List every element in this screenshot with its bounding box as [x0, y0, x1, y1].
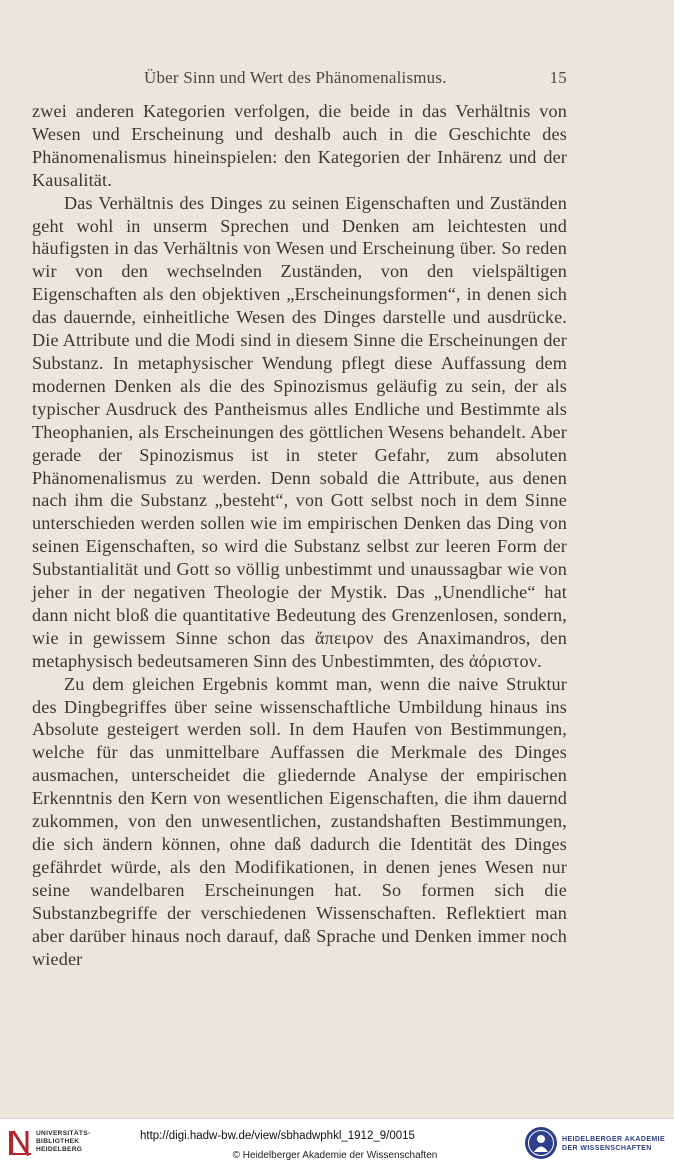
running-head-title: Über Sinn und Wert des Phänomenalismus. — [144, 68, 447, 87]
library-name: UNIVERSITÄTS- BIBLIOTHEK HEIDELBERG — [36, 1130, 91, 1153]
academy-seal-icon — [524, 1126, 558, 1160]
page-number: 15 — [549, 68, 567, 87]
paragraph: zwei anderen Kategorien verfolgen, die beide in das Verhältnis von Wesen und Erscheinung und deshalb auch in die Geschichte des Phänomenalismus hineinspielen: den Kategorien der Inhärenz und der Kausalität. — [32, 101, 567, 190]
paragraph: Zu dem gleichen Ergebnis kommt man, wenn die naive Struktur des Dingbegriffes über seine wissenschaftliche Umbildung hinaus ins Absolute gesteigert werden soll. In dem Haufen von Bestimmungen, welche für das unmittelbare Auffassen die Merkmale des Dinges ausmachen, unterscheidet die gliedernde Analyse der empirischen Erkenntnis den Kern von wesentlichen Eigenschaften, die ihm dauernd zukommen, von den unwesentlichen, zustandshaften Bestimmungen, die sich ändern können, ohne daß dadurch die Identität des Dinges gefährdet würde, als den Modifikationen, in denen jenes Wesen nur seine wandelbaren Erscheinungen hat. So formen sich die Substanzbegriffe der verschiedenen Wissenschaften. Reflektiert man aber darüber hinaus noch darauf, daß Sprache und Denken immer noch wieder — [32, 673, 567, 969]
academy-name: HEIDELBERGER AKADEMIE DER WISSENSCHAFTEN — [562, 1136, 666, 1152]
paragraph: Das Verhältnis des Dinges zu seinen Eigenschaften und Zuständen geht wohl in unserm Sprechen und Denken am leichtesten und häufigsten in das Verhältnis von Wesen und Erscheinung über. So reden wir von den wechselnden Zuständen, von den vielspältigen Eigenschaften als den objektiven „Erscheinungsformen“, in denen sich das dauernde, einheitliche Wesen des Dinges darstelle und ausdrücke. Die Attribute und die Modi sind in diesem Sinne die Erscheinungen der Substanz. In metaphysischer Wendung pflegt diese Auffassung dem modernen Denken als die des Spinozismus geläufig zu sein, der als typischer Ausdruck des Pantheismus alles Endliche und Bestimmte als Theophanien, als Erscheinungen des göttlichen Wesens behandelt. Aber gerade der Spinozismus ist in steter Gefahr, zum absoluten Phänomenalismus zu werden. Denn sobald die Attribute, aus denen nach ihm die Substanz „besteht“, von Gott selbst noch in dem Sinne unterschieden werden sollen wie im empirischen Denken das Ding von seinen Eigenschaften, so wird die Substanz selbst zur leeren Form der Substantialität und Gott so völlig unbestimmt und unaussagbar wie von jeher in der negativen Theologie der Mystik. Das „Unendliche“ hat dann nicht bloß die quantitative Bedeutung des Grenzenlosen, sondern, wie in gewissem Sinne schon das ἄπειρον des Anaximandros, den metaphysisch bedeutsameren Sinn des Unbestimmten, des ἀόριστον. — [32, 192, 567, 671]
footer-bar — [0, 1118, 674, 1169]
university-library-logo-icon — [8, 1128, 32, 1156]
body-text — [32, 100, 567, 970]
permalink-url[interactable]: http://digi.hadw-bw.de/view/sbhadwphkl_1912_9/0015 — [140, 1130, 415, 1142]
copyright-notice: © Heidelberger Akademie der Wissenschaften — [232, 1150, 438, 1161]
